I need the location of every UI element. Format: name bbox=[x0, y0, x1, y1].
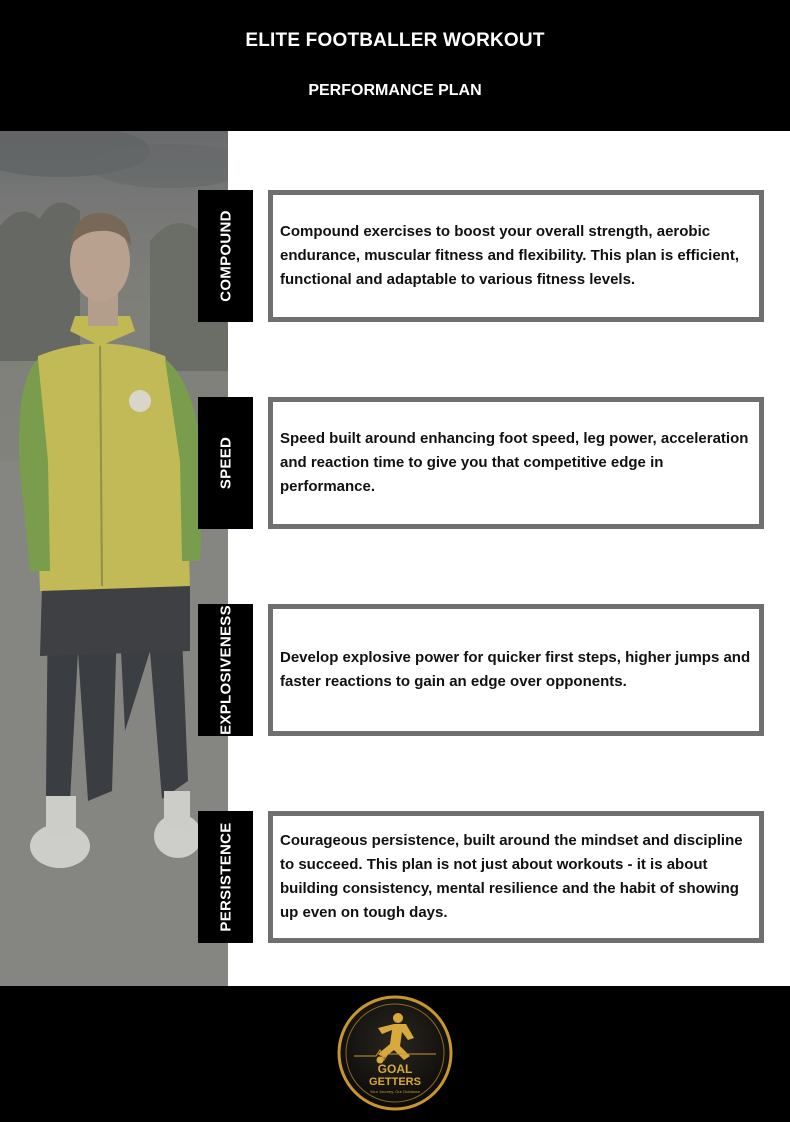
tab-speed bbox=[198, 397, 253, 529]
persistence-description: Courageous persistence, built around the mindset and discipline to succeed. This plan is not just about workouts - it is about building consistency, mental resilience and the habit of showing up even on tough days. bbox=[280, 832, 743, 921]
tab-compound bbox=[198, 190, 253, 322]
tab-persistence bbox=[198, 811, 253, 943]
explosiveness-description-box bbox=[268, 604, 764, 736]
tab-compound-label: COMPOUND bbox=[217, 210, 234, 302]
tab-speed-label: SPEED bbox=[217, 436, 234, 490]
tab-persistence-label: PERSISTENCE bbox=[217, 822, 234, 932]
speed-description: Speed built around enhancing foot speed, leg power, acceleration and reaction time to give you that competitive edge in performance. bbox=[280, 430, 749, 495]
logo-tagline: Your Journey, Our Guidance bbox=[369, 1089, 421, 1094]
page-subtitle: PERFORMANCE PLAN bbox=[308, 82, 482, 99]
goal-getters-logo bbox=[336, 994, 454, 1112]
compound-description-box bbox=[268, 190, 764, 322]
tab-explosiveness bbox=[198, 604, 253, 736]
athlete-photo bbox=[0, 131, 228, 986]
page-header bbox=[0, 0, 790, 131]
explosiveness-description: Develop explosive power for quicker first steps, higher jumps and faster reactions to gain an edge over opponents. bbox=[280, 649, 751, 690]
photo-overlay bbox=[0, 131, 228, 986]
persistence-description-box bbox=[268, 811, 764, 943]
compound-description: Compound exercises to boost your overall strength, aerobic endurance, muscular fitness and flexibility. This plan is efficient, functional and adaptable to various fitness levels. bbox=[280, 223, 740, 288]
speed-description-box bbox=[268, 397, 764, 529]
logo-text-getters: GETTERS bbox=[369, 1076, 421, 1088]
logo-text-goal: GOAL bbox=[377, 1062, 413, 1076]
page-title: ELITE FOOTBALLER WORKOUT bbox=[245, 30, 545, 51]
tab-explosiveness-label: EXPLOSIVENESS bbox=[217, 605, 234, 735]
